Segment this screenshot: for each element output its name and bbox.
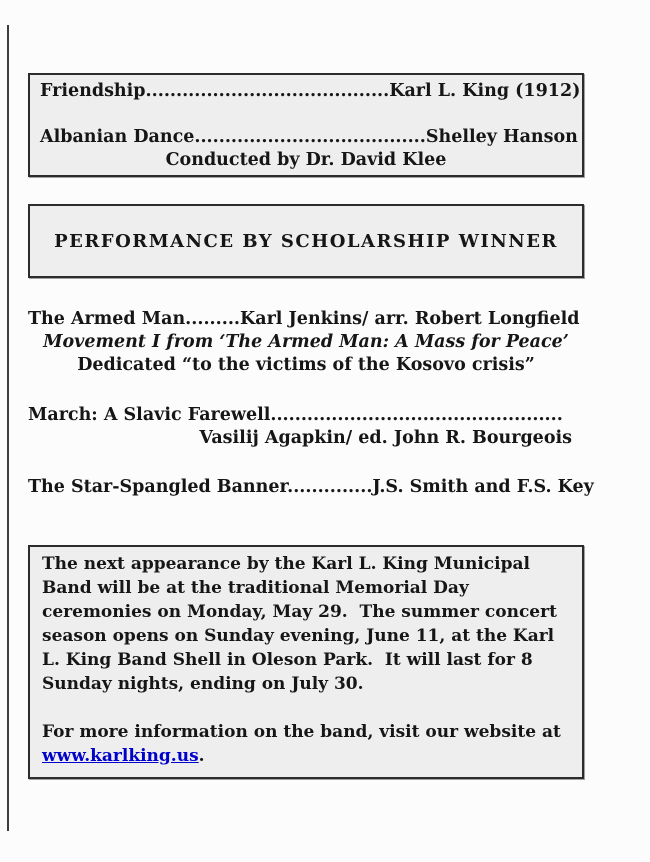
program-line-slavic-farewell: March: A Slavic Farewell................................................: [28, 405, 563, 425]
conductor-credit-line: Conducted by Dr. David Klee: [165, 150, 447, 170]
program-line-friendship: Friendship........................................Karl L. King (1912): [40, 81, 581, 101]
page-edge-rule: [7, 25, 9, 831]
star-spangled-banner-section: [28, 476, 594, 499]
program-content: [28, 0, 594, 779]
program-line-albanian-dance: Albanian Dance......................................Shelley Hanson: [40, 127, 578, 147]
website-link[interactable]: www.karlking.us: [42, 746, 199, 766]
website-link-trailing-period: .: [198, 746, 205, 766]
armed-man-section: [28, 308, 584, 377]
scholarship-winner-box: [28, 204, 584, 278]
program-line-armed-man: The Armed Man.........Karl Jenkins/ arr. Robert Longfield: [28, 309, 580, 329]
info-paragraph-next-appearance: The next appearance by the Karl L. King Municipal Band will be at the traditional Memorial Day ceremonies on Monday, May 29. The summer concert season opens on Sunday evening, June 11, at the Karl L. King Band Shell in Oleson Park. It will last for 8 Sunday nights, ending on July 30.: [42, 554, 563, 694]
spacer-line: [40, 103, 572, 126]
info-website-text: For more information on the band, visit our website at: [42, 722, 567, 742]
scholarship-winner-title: PERFORMANCE BY SCHOLARSHIP WINNER: [54, 230, 558, 252]
program-pieces-box: [28, 73, 584, 177]
band-info-box: [28, 545, 584, 779]
slavic-farewell-composer-line: Vasilij Agapkin/ ed. John R. Bourgeois: [199, 428, 572, 448]
armed-man-dedication: Dedicated “to the victims of the Kosovo crisis”: [77, 355, 535, 375]
program-line-star-spangled-banner: The Star-Spangled Banner..............J.S. Smith and F.S. Key: [28, 477, 594, 497]
spacer-line: [42, 696, 570, 720]
armed-man-movement-subtitle: Movement I from ‘The Armed Man: A Mass for Peace’: [43, 332, 569, 352]
slavic-farewell-section: [28, 404, 584, 450]
info-paragraph-website: [42, 720, 570, 768]
